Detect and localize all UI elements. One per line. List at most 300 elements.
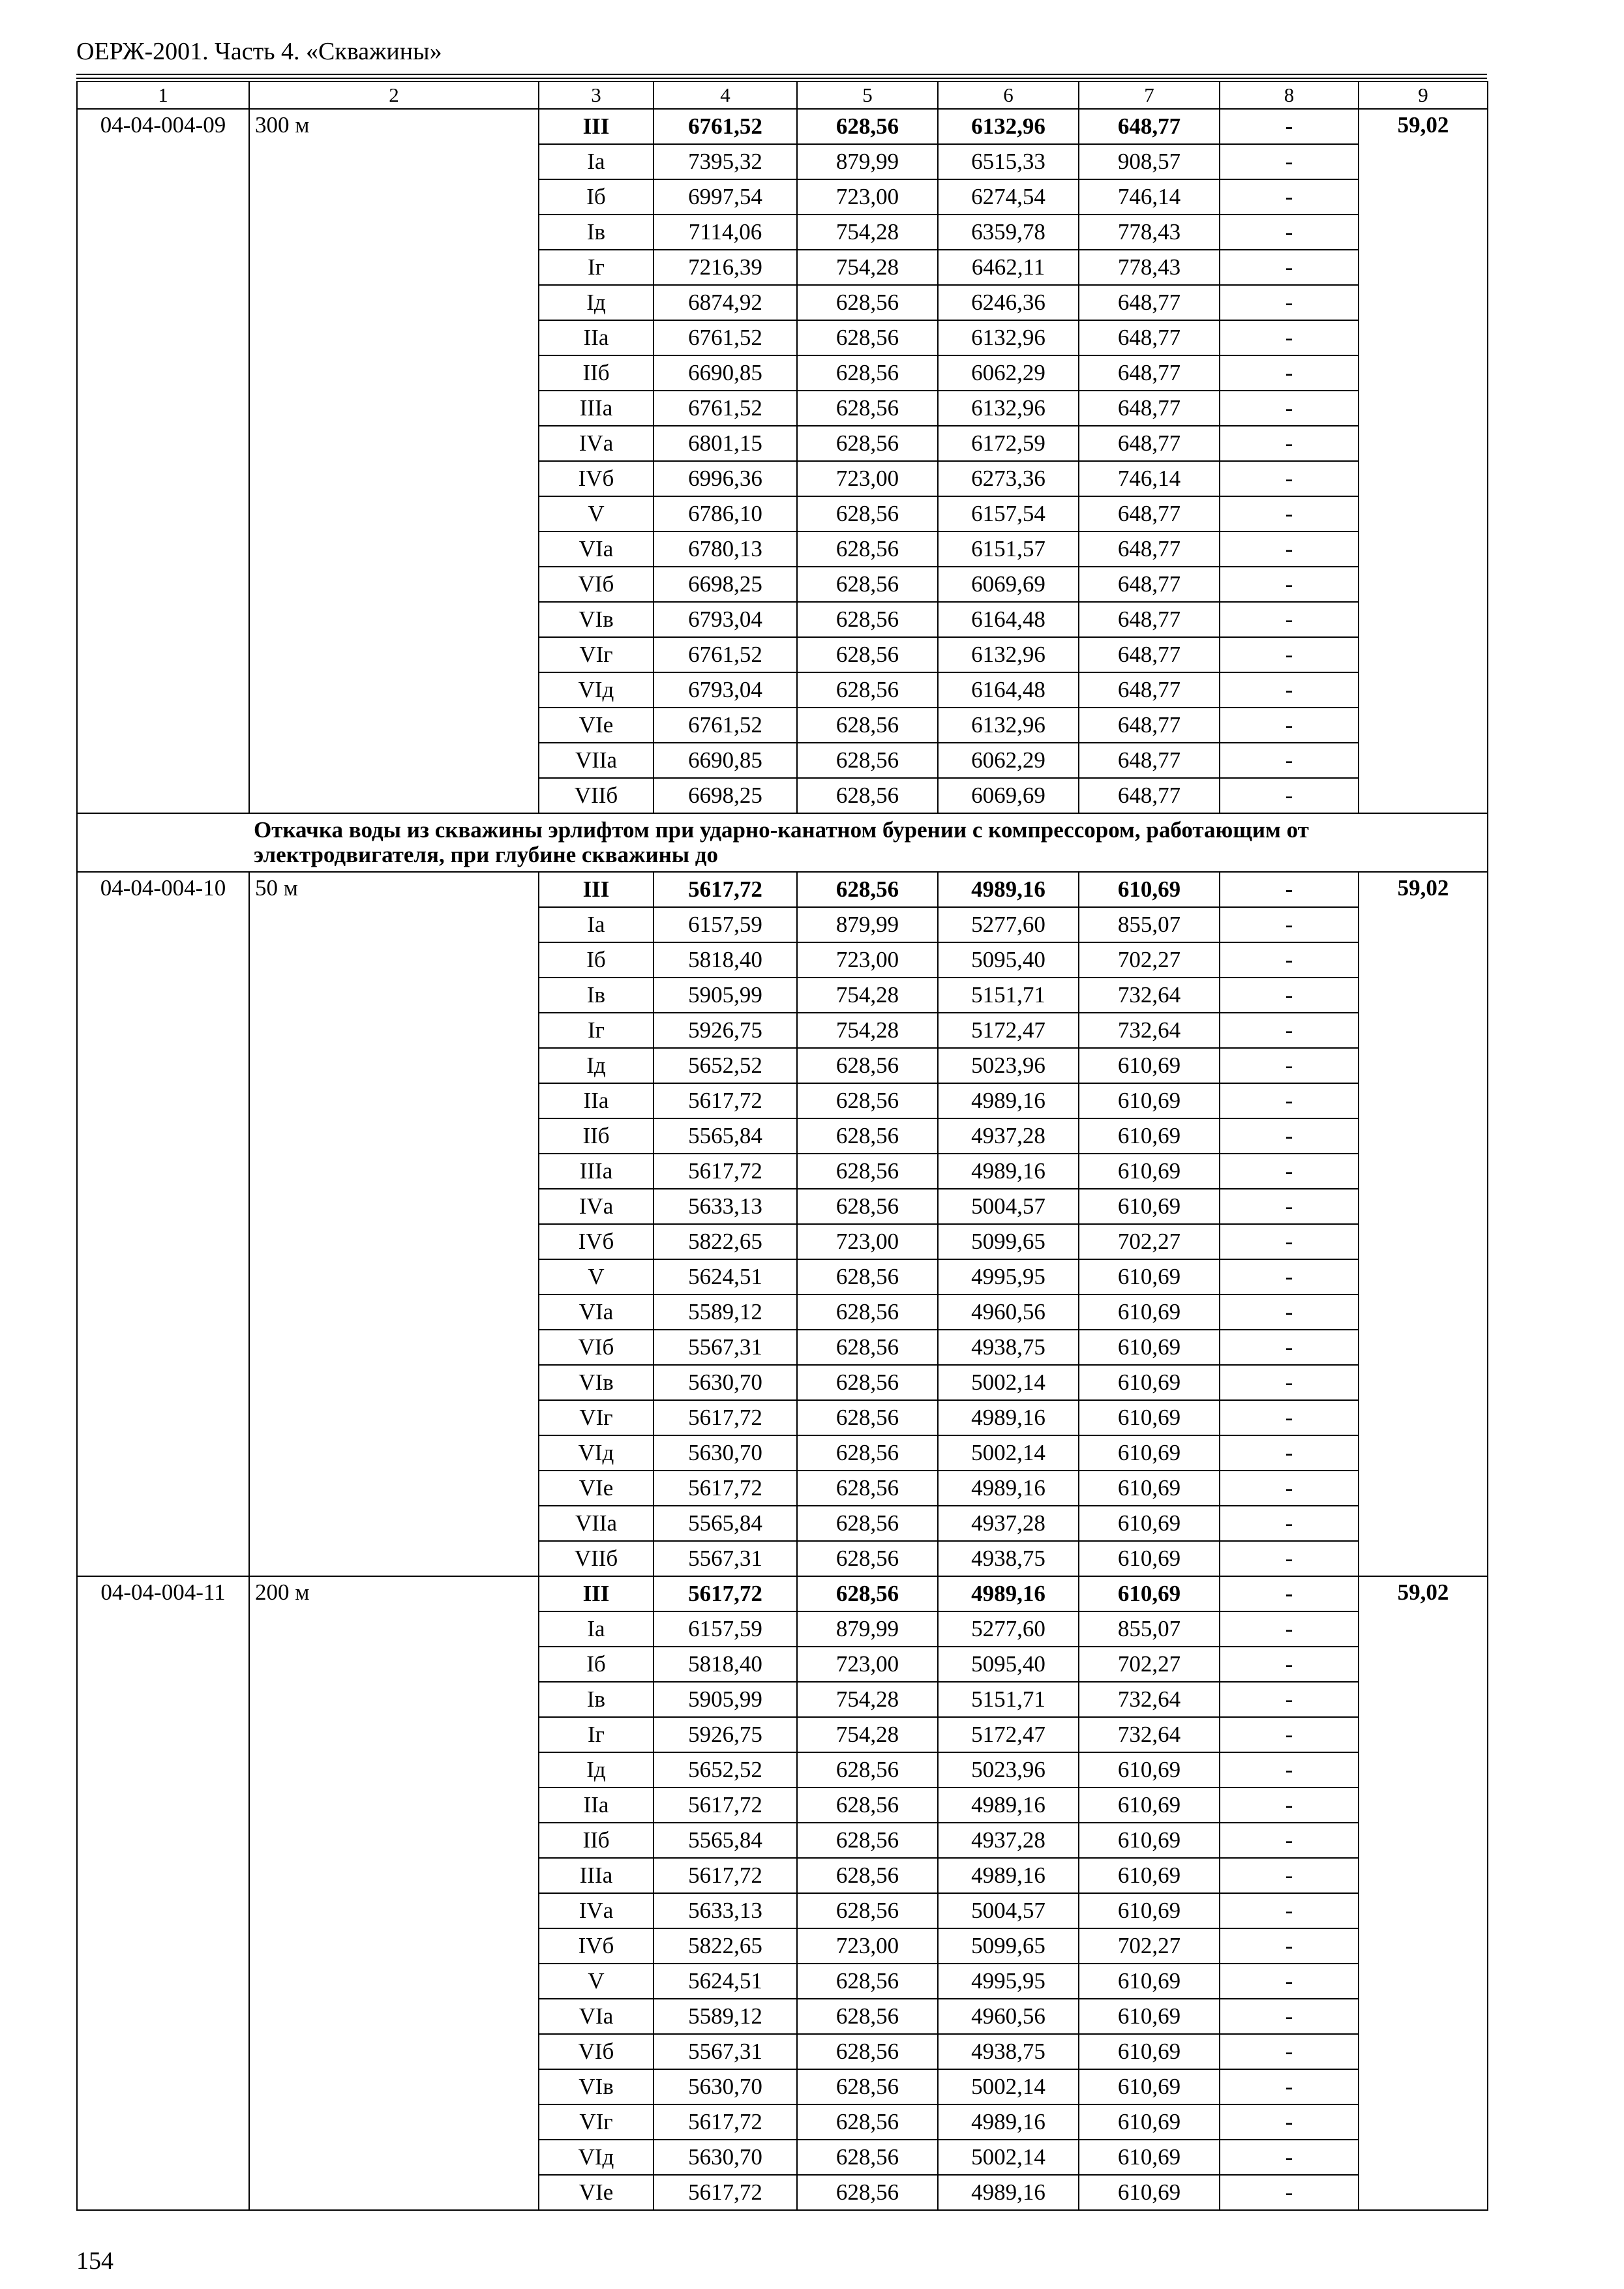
machinist-wages: 610,69 [1079, 1576, 1220, 1611]
machinist-wages: 732,64 [1079, 978, 1220, 1013]
page-number: 154 [76, 2247, 113, 2275]
wages: 628,56 [797, 391, 938, 426]
territorial-zone: VIе [539, 1471, 654, 1506]
machine-cost: 6462,11 [938, 250, 1079, 285]
materials-cost: - [1220, 109, 1359, 144]
total-cost: 6801,15 [654, 426, 797, 461]
materials-cost: - [1220, 1013, 1359, 1048]
machine-cost: 4989,16 [938, 1788, 1079, 1823]
materials-cost: - [1220, 1682, 1359, 1717]
wages: 628,56 [797, 320, 938, 355]
total-cost: 6157,59 [654, 1611, 797, 1647]
machine-cost: 4960,56 [938, 1999, 1079, 2034]
wages: 628,56 [797, 1259, 938, 1294]
total-cost: 5822,65 [654, 1224, 797, 1259]
machine-cost: 6132,96 [938, 320, 1079, 355]
total-cost: 5617,72 [654, 2104, 797, 2140]
machine-cost: 4989,16 [938, 1858, 1079, 1893]
materials-cost: - [1220, 1083, 1359, 1118]
machine-cost: 6274,54 [938, 179, 1079, 215]
machinist-wages: 610,69 [1079, 1858, 1220, 1893]
territorial-zone: V [539, 496, 654, 531]
machine-cost: 4989,16 [938, 1083, 1079, 1118]
wages: 628,56 [797, 2140, 938, 2175]
machinist-wages: 610,69 [1079, 2034, 1220, 2069]
materials-cost: - [1220, 1330, 1359, 1365]
wages: 723,00 [797, 1928, 938, 1964]
total-cost: 6761,52 [654, 320, 797, 355]
territorial-zone: VIв [539, 1365, 654, 1400]
total-cost: 5630,70 [654, 1435, 797, 1471]
column-number: 4 [654, 82, 797, 109]
wages: 628,56 [797, 1048, 938, 1083]
territorial-zone: VIв [539, 602, 654, 637]
machine-cost: 4937,28 [938, 1118, 1079, 1154]
machine-cost: 4989,16 [938, 872, 1079, 907]
wages: 628,56 [797, 496, 938, 531]
labor-hours: 59,02 [1359, 109, 1488, 813]
column-number: 6 [938, 82, 1079, 109]
machine-cost: 5172,47 [938, 1717, 1079, 1752]
machinist-wages: 648,77 [1079, 320, 1220, 355]
total-cost: 5905,99 [654, 978, 797, 1013]
machine-cost: 5151,71 [938, 1682, 1079, 1717]
machinist-wages: 746,14 [1079, 461, 1220, 496]
machine-cost: 4937,28 [938, 1506, 1079, 1541]
wages: 628,56 [797, 531, 938, 567]
machine-cost: 5002,14 [938, 2069, 1079, 2104]
machinist-wages: 610,69 [1079, 1154, 1220, 1189]
total-cost: 6996,36 [654, 461, 797, 496]
territorial-zone: VIб [539, 1330, 654, 1365]
total-cost: 7395,32 [654, 144, 797, 179]
machinist-wages: 610,69 [1079, 1788, 1220, 1823]
column-number: 9 [1359, 82, 1488, 109]
machinist-wages: 648,77 [1079, 778, 1220, 813]
machine-cost: 6164,48 [938, 602, 1079, 637]
materials-cost: - [1220, 2069, 1359, 2104]
territorial-zone: IVб [539, 461, 654, 496]
wages: 628,56 [797, 1400, 938, 1435]
territorial-zone: VIг [539, 1400, 654, 1435]
materials-cost: - [1220, 391, 1359, 426]
materials-cost: - [1220, 872, 1359, 907]
total-cost: 5633,13 [654, 1893, 797, 1928]
machine-cost: 5172,47 [938, 1013, 1079, 1048]
territorial-zone: Iг [539, 1013, 654, 1048]
machinist-wages: 648,77 [1079, 637, 1220, 672]
machinist-wages: 610,69 [1079, 1999, 1220, 2034]
machine-cost: 5277,60 [938, 907, 1079, 942]
wages: 628,56 [797, 426, 938, 461]
machinist-wages: 610,69 [1079, 1506, 1220, 1541]
materials-cost: - [1220, 1823, 1359, 1858]
machinist-wages: 648,77 [1079, 567, 1220, 602]
wages: 754,28 [797, 1717, 938, 1752]
machine-cost: 5023,96 [938, 1048, 1079, 1083]
wages: 628,56 [797, 1294, 938, 1330]
machine-cost: 6172,59 [938, 426, 1079, 461]
column-number: 5 [797, 82, 938, 109]
machinist-wages: 610,69 [1079, 1294, 1220, 1330]
machinist-wages: 908,57 [1079, 144, 1220, 179]
norm-main-row [77, 872, 1488, 907]
territorial-zone: Iа [539, 1611, 654, 1647]
materials-cost: - [1220, 1964, 1359, 1999]
materials-cost: - [1220, 1576, 1359, 1611]
machinist-wages: 855,07 [1079, 1611, 1220, 1647]
labor-hours: 59,02 [1359, 872, 1488, 1576]
machine-cost: 6359,78 [938, 215, 1079, 250]
total-cost: 6780,13 [654, 531, 797, 567]
territorial-zone: IVа [539, 1893, 654, 1928]
wages: 628,56 [797, 1541, 938, 1576]
total-cost: 5652,52 [654, 1752, 797, 1788]
machinist-wages: 648,77 [1079, 496, 1220, 531]
machine-cost: 5151,71 [938, 978, 1079, 1013]
wages: 723,00 [797, 179, 938, 215]
machinist-wages: 732,64 [1079, 1717, 1220, 1752]
total-cost: 5565,84 [654, 1118, 797, 1154]
machinist-wages: 610,69 [1079, 1118, 1220, 1154]
territorial-zone: IIIа [539, 1154, 654, 1189]
wages: 628,56 [797, 1154, 938, 1189]
machine-cost: 5004,57 [938, 1189, 1079, 1224]
machine-cost: 6164,48 [938, 672, 1079, 708]
machinist-wages: 855,07 [1079, 907, 1220, 942]
total-cost: 5624,51 [654, 1259, 797, 1294]
territorial-zone: IIIа [539, 1858, 654, 1893]
territorial-zone: III [539, 109, 654, 144]
materials-cost: - [1220, 1365, 1359, 1400]
machinist-wages: 610,69 [1079, 2140, 1220, 2175]
territorial-zone: Iд [539, 1752, 654, 1788]
materials-cost: - [1220, 1647, 1359, 1682]
territorial-zone: IIа [539, 1083, 654, 1118]
machine-cost: 6062,29 [938, 355, 1079, 391]
machine-cost: 4938,75 [938, 1541, 1079, 1576]
materials-cost: - [1220, 2104, 1359, 2140]
territorial-zone: Iд [539, 285, 654, 320]
wages: 628,56 [797, 1893, 938, 1928]
territorial-zone: VIе [539, 708, 654, 743]
wages: 628,56 [797, 2069, 938, 2104]
machinist-wages: 648,77 [1079, 708, 1220, 743]
total-cost: 6761,52 [654, 637, 797, 672]
machine-cost: 6062,29 [938, 743, 1079, 778]
territorial-zone: Iв [539, 978, 654, 1013]
total-cost: 5926,75 [654, 1013, 797, 1048]
machine-cost: 6151,57 [938, 531, 1079, 567]
territorial-zone: VIIб [539, 778, 654, 813]
materials-cost: - [1220, 1893, 1359, 1928]
machinist-wages: 778,43 [1079, 250, 1220, 285]
wages: 628,56 [797, 672, 938, 708]
wages: 628,56 [797, 567, 938, 602]
machine-cost: 5023,96 [938, 1752, 1079, 1788]
machine-cost: 4960,56 [938, 1294, 1079, 1330]
machine-cost: 6132,96 [938, 637, 1079, 672]
total-cost: 6690,85 [654, 355, 797, 391]
total-cost: 5624,51 [654, 1964, 797, 1999]
machine-cost: 6132,96 [938, 708, 1079, 743]
territorial-zone: IVб [539, 1928, 654, 1964]
wages: 628,56 [797, 109, 938, 144]
territorial-zone: Iб [539, 942, 654, 978]
total-cost: 5630,70 [654, 2140, 797, 2175]
materials-cost: - [1220, 602, 1359, 637]
territorial-zone: IVб [539, 1224, 654, 1259]
wages: 723,00 [797, 942, 938, 978]
wages: 628,56 [797, 743, 938, 778]
machinist-wages: 610,69 [1079, 1048, 1220, 1083]
wages: 754,28 [797, 978, 938, 1013]
materials-cost: - [1220, 2034, 1359, 2069]
machine-cost: 6273,36 [938, 461, 1079, 496]
machine-cost: 5002,14 [938, 1435, 1079, 1471]
materials-cost: - [1220, 2140, 1359, 2175]
wages: 628,56 [797, 778, 938, 813]
territorial-zone: IIа [539, 1788, 654, 1823]
machinist-wages: 610,69 [1079, 1435, 1220, 1471]
machinist-wages: 648,77 [1079, 109, 1220, 144]
total-cost: 6997,54 [654, 179, 797, 215]
territorial-zone: Iб [539, 1647, 654, 1682]
wages: 723,00 [797, 1224, 938, 1259]
materials-cost: - [1220, 1294, 1359, 1330]
materials-cost: - [1220, 1400, 1359, 1435]
territorial-zone: VIа [539, 1999, 654, 2034]
machine-cost: 4989,16 [938, 1576, 1079, 1611]
materials-cost: - [1220, 1189, 1359, 1224]
total-cost: 5633,13 [654, 1189, 797, 1224]
machine-cost: 6515,33 [938, 144, 1079, 179]
machine-cost: 4937,28 [938, 1823, 1079, 1858]
machine-cost: 5002,14 [938, 1365, 1079, 1400]
total-cost: 6698,25 [654, 778, 797, 813]
machine-cost: 5095,40 [938, 1647, 1079, 1682]
wages: 628,56 [797, 708, 938, 743]
wages: 628,56 [797, 1189, 938, 1224]
total-cost: 6698,25 [654, 567, 797, 602]
territorial-zone: VIв [539, 2069, 654, 2104]
wages: 628,56 [797, 1330, 938, 1365]
total-cost: 6157,59 [654, 907, 797, 942]
machine-cost: 4989,16 [938, 1471, 1079, 1506]
wages: 723,00 [797, 461, 938, 496]
total-cost: 5617,72 [654, 2175, 797, 2210]
header-rule-double [76, 78, 1487, 79]
norm-code: 04-04-004-10 [77, 872, 249, 1576]
machinist-wages: 648,77 [1079, 426, 1220, 461]
territorial-zone: V [539, 1259, 654, 1294]
price-table [76, 81, 1488, 2211]
total-cost: 5617,72 [654, 1400, 797, 1435]
territorial-zone: VIIб [539, 1541, 654, 1576]
column-number: 1 [77, 82, 249, 109]
wages: 628,56 [797, 355, 938, 391]
total-cost: 5926,75 [654, 1717, 797, 1752]
norm-code: 04-04-004-09 [77, 109, 249, 813]
wages: 628,56 [797, 1788, 938, 1823]
column-number: 7 [1079, 82, 1220, 109]
column-number: 3 [539, 82, 654, 109]
materials-cost: - [1220, 426, 1359, 461]
materials-cost: - [1220, 1788, 1359, 1823]
machinist-wages: 610,69 [1079, 1893, 1220, 1928]
machine-cost: 4989,16 [938, 2104, 1079, 2140]
machine-cost: 4938,75 [938, 1330, 1079, 1365]
machinist-wages: 746,14 [1079, 179, 1220, 215]
total-cost: 6761,52 [654, 708, 797, 743]
materials-cost: - [1220, 978, 1359, 1013]
machine-cost: 5099,65 [938, 1224, 1079, 1259]
territorial-zone: Iб [539, 179, 654, 215]
wages: 628,56 [797, 602, 938, 637]
machinist-wages: 610,69 [1079, 2175, 1220, 2210]
machine-cost: 6069,69 [938, 778, 1079, 813]
machinist-wages: 648,77 [1079, 391, 1220, 426]
wages: 628,56 [797, 1506, 938, 1541]
territorial-zone: Iв [539, 1682, 654, 1717]
territorial-zone: VIе [539, 2175, 654, 2210]
wages: 628,56 [797, 637, 938, 672]
territorial-zone: V [539, 1964, 654, 1999]
materials-cost: - [1220, 2175, 1359, 2210]
total-cost: 5617,72 [654, 1083, 797, 1118]
machinist-wages: 610,69 [1079, 1823, 1220, 1858]
territorial-zone: VIд [539, 2140, 654, 2175]
materials-cost: - [1220, 250, 1359, 285]
norm-code: 04-04-004-11 [77, 1576, 249, 2210]
wages: 754,28 [797, 1013, 938, 1048]
total-cost: 6761,52 [654, 391, 797, 426]
machinist-wages: 610,69 [1079, 1400, 1220, 1435]
materials-cost: - [1220, 144, 1359, 179]
column-number: 2 [249, 82, 539, 109]
territorial-zone: Iг [539, 250, 654, 285]
wages: 628,56 [797, 1858, 938, 1893]
materials-cost: - [1220, 1541, 1359, 1576]
materials-cost: - [1220, 743, 1359, 778]
wages: 628,56 [797, 872, 938, 907]
materials-cost: - [1220, 179, 1359, 215]
territorial-zone: VIIа [539, 1506, 654, 1541]
machinist-wages: 702,27 [1079, 1224, 1220, 1259]
materials-cost: - [1220, 215, 1359, 250]
wages: 628,56 [797, 2104, 938, 2140]
total-cost: 5589,12 [654, 1999, 797, 2034]
materials-cost: - [1220, 567, 1359, 602]
materials-cost: - [1220, 1506, 1359, 1541]
machinist-wages: 610,69 [1079, 1365, 1220, 1400]
machinist-wages: 648,77 [1079, 355, 1220, 391]
wages: 879,99 [797, 907, 938, 942]
materials-cost: - [1220, 355, 1359, 391]
norm-main-row [77, 109, 1488, 144]
materials-cost: - [1220, 1611, 1359, 1647]
header-rule [76, 74, 1487, 75]
materials-cost: - [1220, 1118, 1359, 1154]
territorial-zone: VIб [539, 567, 654, 602]
materials-cost: - [1220, 285, 1359, 320]
materials-cost: - [1220, 778, 1359, 813]
materials-cost: - [1220, 1435, 1359, 1471]
total-cost: 5617,72 [654, 872, 797, 907]
total-cost: 5565,84 [654, 1506, 797, 1541]
territorial-zone: III [539, 1576, 654, 1611]
total-cost: 5567,31 [654, 1330, 797, 1365]
total-cost: 7114,06 [654, 215, 797, 250]
machine-cost: 6157,54 [938, 496, 1079, 531]
machinist-wages: 610,69 [1079, 1752, 1220, 1788]
materials-cost: - [1220, 1752, 1359, 1788]
wages: 628,56 [797, 1083, 938, 1118]
wages: 754,28 [797, 1682, 938, 1717]
materials-cost: - [1220, 672, 1359, 708]
materials-cost: - [1220, 1928, 1359, 1964]
machine-cost: 6132,96 [938, 109, 1079, 144]
machinist-wages: 778,43 [1079, 215, 1220, 250]
machine-cost: 6246,36 [938, 285, 1079, 320]
total-cost: 6786,10 [654, 496, 797, 531]
well-depth: 50 м [249, 872, 539, 1576]
total-cost: 5818,40 [654, 1647, 797, 1682]
labor-hours: 59,02 [1359, 1576, 1488, 2210]
territorial-zone: VIа [539, 1294, 654, 1330]
well-depth: 300 м [249, 109, 539, 813]
wages: 879,99 [797, 1611, 938, 1647]
materials-cost: - [1220, 942, 1359, 978]
machine-cost: 4995,95 [938, 1259, 1079, 1294]
machinist-wages: 610,69 [1079, 2104, 1220, 2140]
machinist-wages: 648,77 [1079, 672, 1220, 708]
machine-cost: 5277,60 [938, 1611, 1079, 1647]
total-cost: 5617,72 [654, 1858, 797, 1893]
materials-cost: - [1220, 461, 1359, 496]
wages: 628,56 [797, 1999, 938, 2034]
territorial-zone: IIб [539, 1118, 654, 1154]
wages: 628,56 [797, 1823, 938, 1858]
machinist-wages: 610,69 [1079, 872, 1220, 907]
total-cost: 5617,72 [654, 1471, 797, 1506]
machinist-wages: 610,69 [1079, 1259, 1220, 1294]
territorial-zone: Iа [539, 907, 654, 942]
total-cost: 6874,92 [654, 285, 797, 320]
machine-cost: 5004,57 [938, 1893, 1079, 1928]
total-cost: 5565,84 [654, 1823, 797, 1858]
materials-cost: - [1220, 1858, 1359, 1893]
materials-cost: - [1220, 1224, 1359, 1259]
territorial-zone: IIб [539, 1823, 654, 1858]
wages: 628,56 [797, 1435, 938, 1471]
materials-cost: - [1220, 531, 1359, 567]
machinist-wages: 702,27 [1079, 942, 1220, 978]
machine-cost: 6132,96 [938, 391, 1079, 426]
section-row [77, 813, 1488, 872]
total-cost: 5630,70 [654, 2069, 797, 2104]
territorial-zone: IIа [539, 320, 654, 355]
materials-cost: - [1220, 1259, 1359, 1294]
total-cost: 6690,85 [654, 743, 797, 778]
materials-cost: - [1220, 320, 1359, 355]
page-header: ОЕРЖ-2001. Часть 4. «Скважины» [76, 38, 442, 65]
wages: 628,56 [797, 1576, 938, 1611]
machinist-wages: 610,69 [1079, 1964, 1220, 1999]
territorial-zone: VIд [539, 1435, 654, 1471]
total-cost: 5617,72 [654, 1788, 797, 1823]
total-cost: 6761,52 [654, 109, 797, 144]
